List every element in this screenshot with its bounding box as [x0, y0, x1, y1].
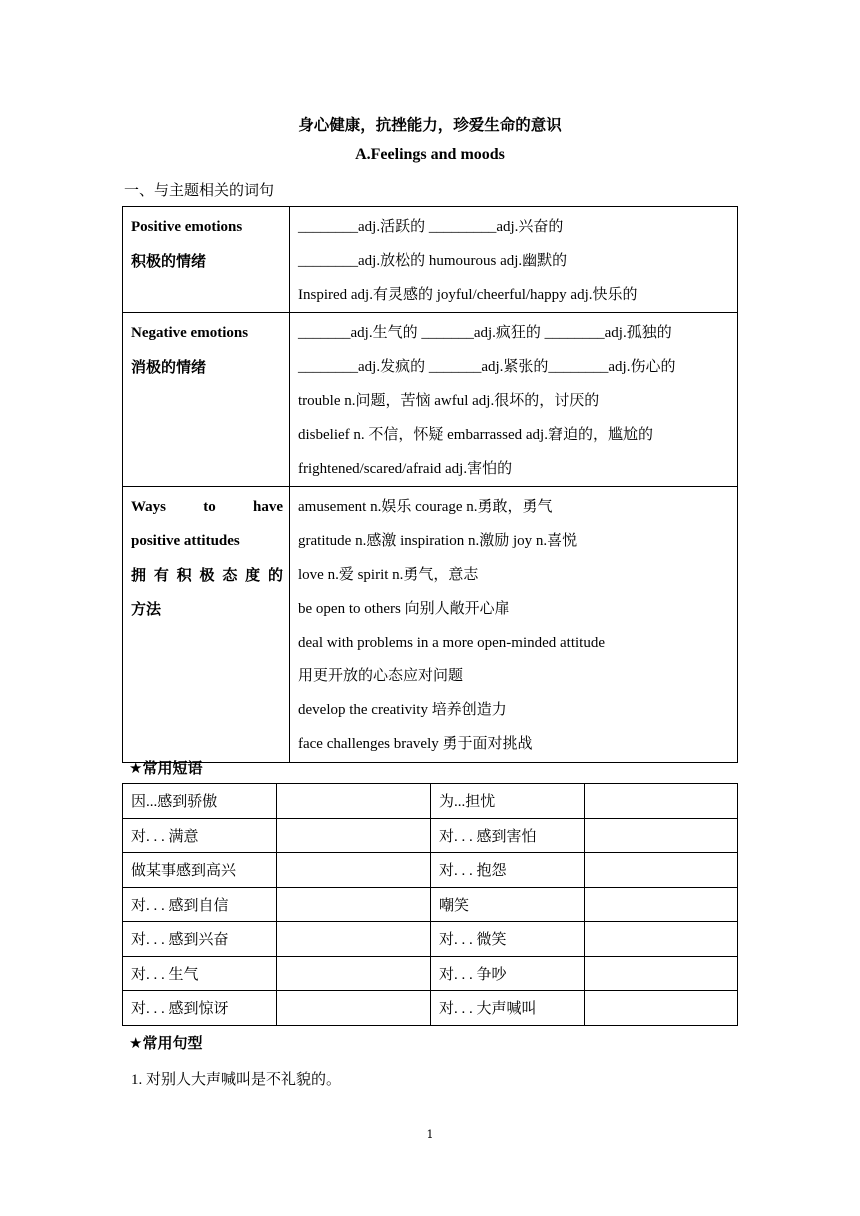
vocab-cell	[290, 487, 738, 762]
category-line: positive attitudes	[131, 533, 240, 550]
vocab-line: gratitude n.感激 inspiration n.激励 joy n.喜悦	[298, 533, 578, 550]
phrase-cell: 嘲笑	[431, 887, 585, 922]
table-row	[123, 818, 738, 853]
category-line: 拥有积极态度的	[131, 565, 283, 584]
answer-cell[interactable]	[585, 922, 738, 957]
sentence-item: 1. 对别人大声喊叫是不礼貌的。	[131, 1072, 342, 1088]
answer-cell[interactable]	[585, 887, 738, 922]
answer-cell[interactable]	[277, 818, 431, 853]
table-row	[123, 853, 738, 888]
vocabulary-table	[122, 206, 738, 763]
vocab-cell	[290, 207, 738, 313]
answer-cell[interactable]	[585, 818, 738, 853]
vocab-cell	[290, 313, 738, 487]
category-line: 方法	[131, 599, 162, 618]
category-cell	[123, 313, 290, 487]
phrase-cell: 对. . . 抱怨	[431, 853, 585, 888]
answer-cell[interactable]	[585, 991, 738, 1026]
answer-cell[interactable]	[277, 853, 431, 888]
category-en: Negative emotions	[131, 325, 249, 342]
vocab-line: _______adj.生气的 _______adj.疯狂的 ________adj.孤独的	[298, 325, 672, 342]
table-row	[123, 887, 738, 922]
phrase-cell: 对. . . 感到兴奋	[123, 922, 277, 957]
vocab-line: ________adj.发疯的 _______adj.紧张的________adj.伤心的	[298, 359, 676, 376]
vocab-line: ________adj.活跃的 _________adj.兴奋的	[298, 219, 564, 235]
phrases-table	[122, 783, 738, 1026]
vocab-line: ________adj.放松的 humourous adj.幽默的	[298, 252, 568, 269]
table-row	[123, 922, 738, 957]
category-zh: 消极的情绪	[131, 358, 207, 377]
vocab-line: trouble n.问题，苦恼 awful adj.很坏的，讨厌的	[298, 392, 600, 409]
vocab-line: face challenges bravely 勇于面对挑战	[298, 735, 533, 752]
vocab-line: frightened/scared/afraid adj.害怕的	[298, 460, 513, 477]
answer-cell[interactable]	[585, 956, 738, 991]
phrases-heading: ★常用短语	[129, 759, 203, 777]
phrase-cell: 对. . . 感到害怕	[431, 818, 585, 853]
category-cell	[123, 487, 290, 762]
answer-cell[interactable]	[277, 956, 431, 991]
answer-cell[interactable]	[277, 784, 431, 819]
vocab-line: Inspired adj.有灵感的 joyful/cheerful/happy adj.快乐的	[298, 286, 638, 303]
phrase-cell: 对. . . 生气	[123, 956, 277, 991]
phrase-cell: 为...担忧	[431, 784, 585, 819]
vocab-line: disbelief n. 不信，怀疑 embarrassed adj.窘迫的，尴尬的	[298, 426, 653, 443]
section-heading: 一、与主题相关的词句	[124, 181, 275, 199]
phrase-cell: 对. . . 感到惊讶	[123, 991, 277, 1026]
page-subtitle: A.Feelings and moods	[355, 146, 505, 163]
vocab-line: develop the creativity 培养创造力	[298, 702, 507, 719]
answer-cell[interactable]	[277, 887, 431, 922]
vocab-line: 用更开放的心态应对问题	[298, 668, 464, 685]
answer-cell[interactable]	[585, 853, 738, 888]
vocab-line: love n.爱 spirit n.勇气，意志	[298, 566, 479, 583]
category-zh: 积极的情绪	[131, 251, 207, 270]
phrase-cell: 对. . . 微笑	[431, 922, 585, 957]
phrase-cell: 对. . . 感到自信	[123, 887, 277, 922]
table-row	[123, 487, 738, 762]
vocab-line: deal with problems in a more open-minded attitude	[298, 634, 606, 651]
answer-cell[interactable]	[277, 922, 431, 957]
table-row	[123, 956, 738, 991]
phrase-cell: 对. . . 大声喊叫	[431, 991, 585, 1026]
table-row	[123, 991, 738, 1026]
answer-cell[interactable]	[585, 784, 738, 819]
table-row	[123, 784, 738, 819]
page-title: 身心健康，抗挫能力，珍爱生命的意识	[298, 116, 562, 134]
phrase-cell: 对. . . 满意	[123, 818, 277, 853]
vocab-line: be open to others 向别人敞开心扉	[298, 600, 510, 617]
category-cell	[123, 207, 290, 313]
vocab-line: amusement n.娱乐 courage n.勇敢，勇气	[298, 499, 553, 516]
category-en: Positive emotions	[131, 219, 243, 235]
phrase-cell: 因...感到骄傲	[123, 784, 277, 819]
category-line: Ways to have	[131, 499, 283, 516]
table-row	[123, 207, 738, 313]
table-row	[123, 313, 738, 487]
phrase-cell: 对. . . 争吵	[431, 956, 585, 991]
sentences-heading: ★常用句型	[129, 1034, 203, 1052]
answer-cell[interactable]	[277, 991, 431, 1026]
phrase-cell: 做某事感到高兴	[123, 853, 277, 888]
page-number: 1	[426, 1128, 434, 1141]
